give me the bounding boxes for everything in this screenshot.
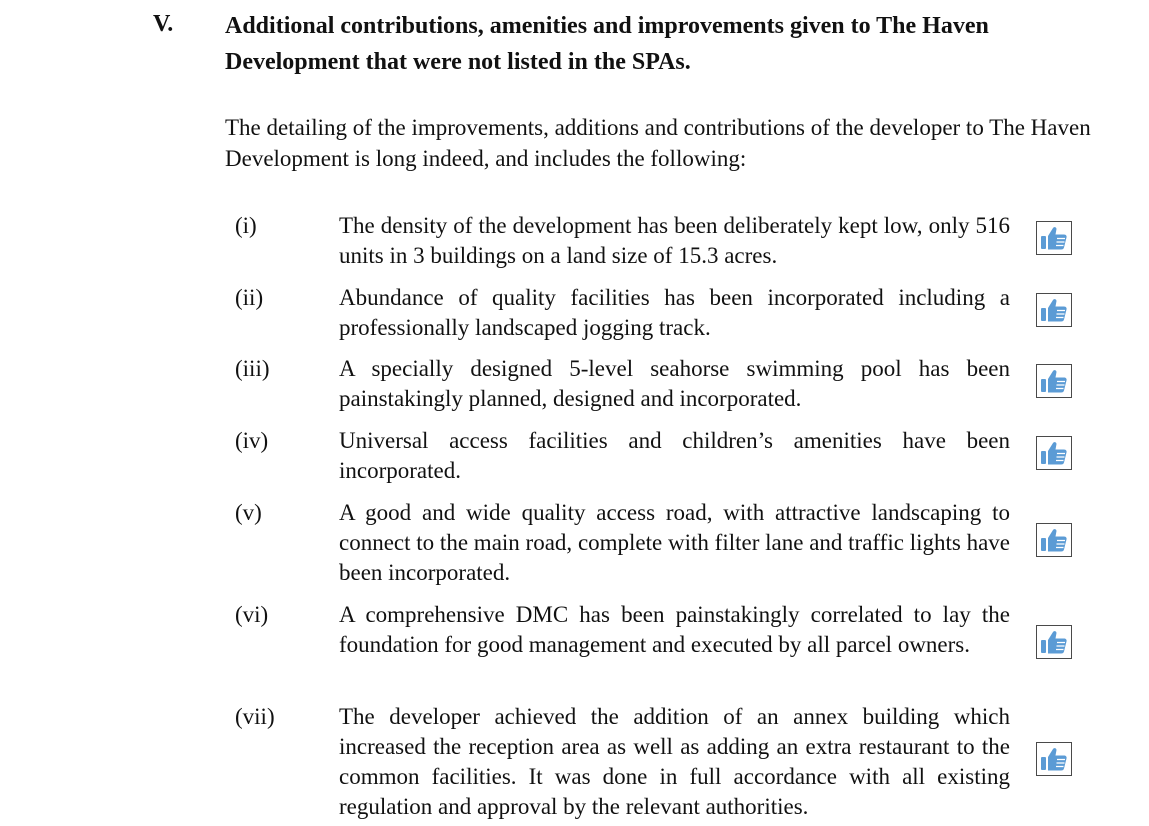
item-text: The developer achieved the addition of an annex building which increased the reception area as well as adding an extra restaurant to the common facilities. It was done in full accordance with all existing regulation and approval by the relevant authorities. [339,704,1010,819]
item-number: (vi) [235,602,269,627]
thumbs-up-icon[interactable] [1036,523,1072,557]
section-heading: Additional contributions, amenities and improvements given to The Haven Development that were not listed in the SPAs. [225,13,989,75]
item-text: Universal access facilities and children’s amenities have been incorporated. [339,428,1010,483]
item-number: (iii) [235,356,270,381]
section-number: V. [153,11,174,37]
item-text: A specially designed 5-level seahorse swimming pool has been painstakingly planned, designed and incorporated. [339,356,1010,411]
item-number: (vii) [235,704,275,729]
item-text: A good and wide quality access road, with attractive landscaping to connect to the main road, complete with filter lane and traffic lights have been incorporated. [339,500,1010,585]
intro-paragraph: The detailing of the improvements, additions and contributions of the developer to The Haven Development is long indeed, and includes the following: [225,115,1091,171]
item-number: (ii) [235,285,264,310]
thumbs-up-icon[interactable] [1036,221,1072,255]
item-text: A comprehensive DMC has been painstakingly correlated to lay the foundation for good management and executed by all parcel owners. [339,602,1010,657]
item-text: Abundance of quality facilities has been incorporated including a professionally landscaped jogging track. [339,285,1010,340]
thumbs-up-icon[interactable] [1036,625,1072,659]
item-number: (i) [235,213,257,238]
thumbs-up-icon[interactable] [1036,436,1072,470]
thumbs-up-icon[interactable] [1036,742,1072,776]
thumbs-up-icon[interactable] [1036,364,1072,398]
item-number: (iv) [235,428,269,453]
item-text: The density of the development has been deliberately kept low, only 516 units in 3 buildings on a land size of 15.3 acres. [339,213,1010,268]
thumbs-up-icon[interactable] [1036,293,1072,327]
item-number: (v) [235,500,262,525]
